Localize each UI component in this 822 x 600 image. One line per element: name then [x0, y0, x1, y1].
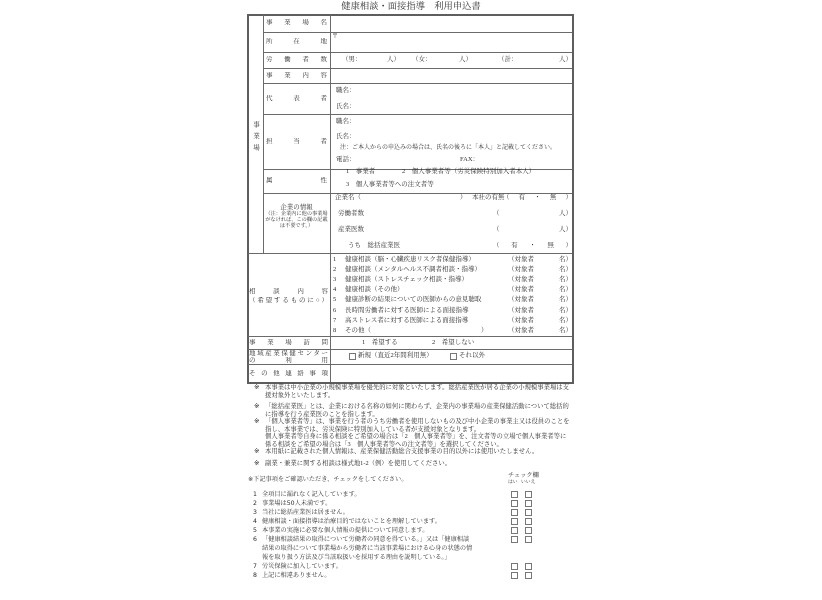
attribute-option-3[interactable]: 3 個人事業者等への注文者等 — [346, 181, 434, 188]
attribute-label: 属性 — [266, 177, 327, 184]
consultation-item-number: 3 — [333, 275, 337, 283]
headquarters-label: 本社の有無 — [472, 194, 505, 201]
visit-option-no-wish[interactable]: 2 希望しない — [432, 338, 475, 346]
checklist-3-yes-checkbox[interactable] — [511, 509, 518, 516]
checklist-yes-label: はい — [508, 480, 518, 485]
row-divider — [263, 32, 572, 33]
row-divider — [248, 253, 572, 254]
consultation-sublabel: （希望するものに○） — [249, 297, 328, 304]
checklist-1-no-checkbox[interactable] — [525, 491, 532, 498]
target-count-unit: 名） — [559, 326, 572, 334]
company-name-label: 企業名（ — [335, 194, 361, 201]
other-notes-field[interactable] — [332, 366, 570, 381]
center-option-other: それ以外 — [459, 352, 485, 359]
consultation-item-number: 2 — [333, 265, 337, 273]
checklist-no-label: いいえ — [521, 480, 536, 485]
note-3-continued: 個人事業者等自身に係る相談をご希望の場合は「2 個人事業者等」を、注文者等の立場で個人事業者等に係る相談をご希望の場合は「3 個人事業者等への注文者等」を選択してください。 — [265, 433, 567, 448]
center-option-new: 新規（直近2年間利用無） — [358, 352, 433, 359]
checklist-item-number: 5 — [253, 527, 257, 534]
female-workers-label: （女： — [412, 56, 432, 63]
checklist-column-title: チェック欄 — [508, 472, 539, 479]
checklist-item-text: 上記に相違ありません。 — [262, 572, 331, 579]
contact-fax-label: FAX： — [460, 155, 480, 163]
checklist — [253, 490, 493, 580]
checklist-6-no-checkbox[interactable] — [525, 536, 532, 543]
column-divider — [330, 15, 331, 382]
checklist-item — [253, 490, 493, 499]
checklist-7-yes-checkbox[interactable] — [511, 563, 518, 570]
company-workers-unit: 人） — [559, 210, 572, 217]
checklist-5-yes-checkbox[interactable] — [511, 527, 518, 534]
female-workers-unit: 人） — [459, 56, 472, 63]
checklist-3-no-checkbox[interactable] — [525, 509, 532, 516]
target-count-label: （対象者 — [508, 286, 534, 294]
checklist-item-text: 全項目に漏れなく記入しています。 — [262, 491, 361, 498]
occupational-physicians-label: 産業医数 — [338, 226, 364, 233]
consultation-item-number: 7 — [333, 316, 337, 324]
checklist-item-text: 当社に総括産業医は居ません。 — [262, 509, 349, 516]
workers-label: 労働者数 — [266, 56, 327, 63]
target-count-unit: 名） — [559, 255, 572, 263]
regional-center-label-line2: の利用 — [249, 356, 328, 364]
business-content-field[interactable] — [332, 70, 570, 82]
target-count-label: （対象者 — [508, 306, 534, 314]
consultation-item-1[interactable]: 健康相談（脳・心臓疾患リスク者保健指導） — [345, 255, 475, 263]
total-workers-label: （計： — [498, 56, 518, 63]
note-3: 「個人事業者等」は、事業を行う者のうち労働者を使用しないもの及び中小企業の事業主又は役員のことを指し、本事業では、労災保険に特別加入している者が支援対象となります。 — [265, 418, 570, 433]
checklist-item — [253, 535, 493, 562]
visit-option-wish[interactable]: 1 希望する — [362, 338, 398, 346]
target-count-unit: 名） — [559, 316, 572, 324]
target-count-unit: 名） — [559, 286, 572, 294]
target-count-label: （対象者 — [508, 296, 534, 304]
checklist-1-yes-checkbox[interactable] — [511, 491, 518, 498]
business-content-label: 事業内容 — [266, 71, 327, 79]
checklist-item-text: 健康相談・面接指導は治療目的ではないことを理解しています。 — [262, 518, 441, 525]
general-physician-label: うち 総括産業医 — [348, 242, 400, 249]
contact-name-label: 氏名： — [336, 133, 356, 140]
consultation-label: 相談内容 — [249, 288, 328, 295]
checklist-header: ※下記事項をご確認いただき、チェックをしてください。 — [248, 476, 408, 483]
regional-center-label: 地域産業保健センター — [249, 349, 328, 357]
checklist-item-text: 労災保険に加入しています。 — [262, 563, 342, 570]
checklist-item — [253, 517, 493, 526]
checklist-4-yes-checkbox[interactable] — [511, 518, 518, 525]
consultation-item-8[interactable]: その他（ — [345, 326, 371, 334]
workplace-name-field[interactable] — [332, 16, 570, 31]
document-title: 健康相談・面接指導 利用申込書 — [341, 2, 481, 12]
note-mark: ※ — [254, 460, 260, 467]
note-4: 本用紙に記載された個人情報は、産業保健活動総合支援事業の目的以外には使用いたしません。 — [265, 448, 539, 455]
checklist-item-number: 2 — [253, 500, 257, 507]
company-name-close: ） — [460, 194, 467, 201]
checklist-item-number: 6 — [253, 536, 257, 543]
representative-name-label: 氏名： — [336, 103, 356, 110]
target-count-label: （対象者 — [508, 316, 534, 324]
checklist-2-no-checkbox[interactable] — [525, 500, 532, 507]
attribute-option-2[interactable]: 2 個人事業者等（労災保険特別加入者本人） — [402, 168, 536, 175]
general-physician-yes-no[interactable]: （ 有 ・ 無 ） — [493, 242, 572, 249]
consultation-item-number: 4 — [333, 286, 337, 294]
address-label: 所在地 — [266, 38, 327, 45]
row-divider — [263, 83, 572, 84]
checklist-8-yes-checkbox[interactable] — [511, 572, 518, 579]
representative-label: 代表者 — [266, 94, 327, 102]
center-new-checkbox[interactable] — [349, 353, 356, 360]
checklist-7-no-checkbox[interactable] — [525, 563, 532, 570]
male-workers-label: （男： — [342, 56, 362, 63]
note-2: 「総括産業医」とは、企業における名称の如何に関わらず、企業内の事業場の産業保健活動について総括的に指導を行う産業医のことを指します。 — [265, 403, 569, 418]
column-divider — [263, 15, 264, 253]
checklist-item-text: 本事業の実施に必要な個人情報の提供について同意します。 — [262, 527, 429, 534]
occupational-physicians-open: （ — [493, 226, 500, 233]
row-divider — [248, 336, 572, 337]
representative-title-label: 職名： — [336, 87, 356, 94]
note-1: 本事業は中小企業の小規模事業場を優先的に対象といたします。総括産業医が居る企業の小規模事業場は支援対象外といたします。 — [265, 384, 569, 399]
consultation-item-7[interactable]: 高ストレス者に対する医師による面接指導 — [345, 316, 469, 324]
consultation-item-4[interactable]: 健康相談（その他） — [345, 286, 404, 294]
target-count-unit: 名） — [559, 296, 572, 304]
company-workers-open: （ — [493, 210, 500, 217]
consultation-item-8-close: ） — [481, 326, 488, 334]
checklist-item-text: 「健康相談結果の取得について労働者の同意を得ている。」又は「健康相談結果の取得について事業場から労働者に当該事業場における心身の状態の情報を取り扱う方法及び当該取扱いを採用する理由を説明している。」 — [262, 536, 473, 561]
target-count-unit: 名） — [559, 306, 572, 314]
checklist-8-no-checkbox[interactable] — [525, 572, 532, 579]
checklist-item-number: 7 — [253, 563, 257, 570]
consultation-item-5[interactable]: 健康診断の結果についての医師からの意見聴取 — [345, 296, 482, 304]
occupational-physicians-unit: 人） — [559, 226, 572, 233]
company-info-note: （注：企業内に他の事業場がなければ、この欄の記載は不要です。） — [265, 211, 328, 229]
consultation-item-number: 1 — [333, 255, 337, 263]
note-mark: ※ — [254, 403, 260, 410]
target-count-unit: 名） — [559, 265, 572, 273]
checklist-item — [253, 499, 493, 508]
total-workers-unit: 人） — [559, 56, 572, 63]
consultation-item-number: 5 — [333, 296, 337, 304]
checklist-item — [253, 562, 493, 571]
headquarters-yes-no[interactable]: （ 有 ・ 無 ） — [503, 194, 572, 201]
contact-person-label: 担当者 — [266, 137, 327, 145]
target-count-unit: 名） — [559, 275, 572, 283]
checklist-item-number: 4 — [253, 518, 257, 525]
other-notes-label: その他連絡事項 — [249, 369, 328, 377]
checklist-item — [253, 571, 493, 580]
checklist-2-yes-checkbox[interactable] — [511, 500, 518, 507]
contact-phone-label: 電話： — [336, 155, 356, 163]
checklist-5-no-checkbox[interactable] — [525, 527, 532, 534]
checklist-6-yes-checkbox[interactable] — [511, 536, 518, 543]
workplace-name-label: 事業場名 — [266, 19, 327, 26]
note-mark: ※ — [254, 384, 260, 391]
attribute-option-1[interactable]: 1 事業者 — [346, 168, 376, 175]
center-other-checkbox[interactable] — [450, 353, 457, 360]
consultation-item-number: 6 — [333, 306, 337, 314]
contact-note: 注：ご本人からの申込みの場合は、氏名の後ろに「本人」と記載してください。 — [340, 144, 557, 151]
note-mark: ※ — [254, 418, 260, 425]
male-workers-unit: 人） — [387, 56, 400, 63]
consultation-item-number: 8 — [333, 326, 337, 334]
checklist-item-text: 事業場は50人未満です。 — [262, 500, 332, 507]
contact-title-label: 職名： — [336, 118, 356, 125]
consultation-item-6[interactable]: 長時間労働者に対する医師による面接指導 — [345, 306, 469, 314]
target-count-label: （対象者 — [508, 255, 534, 263]
company-info-label: 企業の情報 — [280, 204, 313, 211]
note-5: 副業・兼業に関する相談は様式地1-2（例）を使用してください。 — [265, 460, 452, 467]
checklist-4-no-checkbox[interactable] — [525, 518, 532, 525]
row-divider — [263, 114, 572, 115]
target-count-label: （対象者 — [508, 326, 534, 334]
consultation-item-2[interactable]: 健康相談（メンタルヘルス不調者相談・指導） — [345, 265, 482, 273]
checklist-item — [253, 508, 493, 517]
address-field[interactable] — [340, 34, 570, 51]
company-workers-label: 労働者数 — [338, 210, 364, 217]
consultation-item-3[interactable]: 健康相談（ストレスチェック相談・指導） — [345, 275, 468, 283]
checklist-item-number: 3 — [253, 509, 257, 516]
row-divider — [263, 52, 572, 53]
checklist-item-number: 1 — [253, 491, 257, 498]
target-count-label: （対象者 — [508, 265, 534, 273]
target-count-label: （対象者 — [508, 275, 534, 283]
postal-mark: 〒 — [332, 34, 339, 40]
workplace-section-label: 事業場 — [252, 121, 259, 156]
note-mark: ※ — [254, 448, 260, 455]
checklist-item — [253, 526, 493, 535]
workplace-visit-label: 事業場訪問 — [249, 338, 328, 346]
row-divider — [263, 68, 572, 69]
checklist-item-number: 8 — [253, 572, 257, 579]
